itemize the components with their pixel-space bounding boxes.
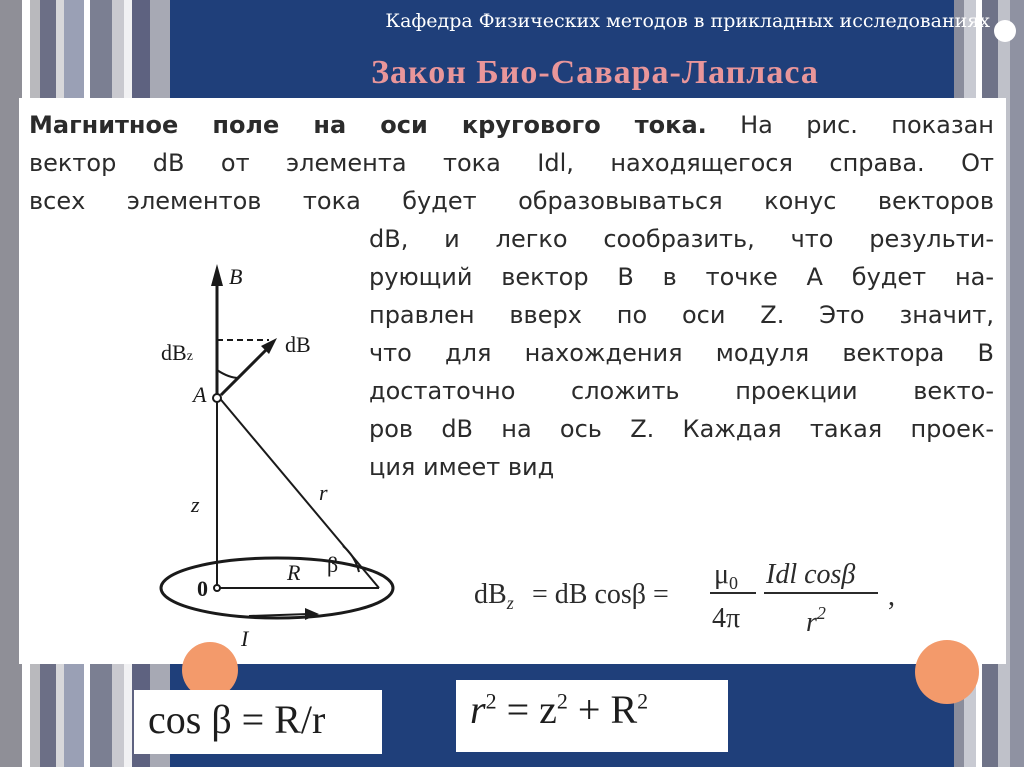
arrow-current-head <box>305 608 319 620</box>
decor-circle-right <box>915 640 979 704</box>
label-r: r <box>319 480 328 505</box>
label-z: z <box>191 492 200 517</box>
content-panel <box>19 98 1006 664</box>
paragraph-line-5: рующий вектор B в точке A будет на- <box>369 263 994 291</box>
paragraph-line-4: dB, и легко сообразить, что результи- <box>369 225 994 253</box>
circular-current-diagram <box>149 250 419 650</box>
label-I: I <box>241 626 249 650</box>
formula-comma: , <box>888 581 895 612</box>
arrow-b-head <box>211 264 223 286</box>
angle-arc-top <box>217 370 239 378</box>
label-a: A <box>193 382 207 407</box>
paragraph-line-10: ция имеет вид <box>369 453 555 481</box>
vector-db-line <box>221 347 269 395</box>
formula-lhs: $dB_z$ <box>474 579 514 613</box>
frac2-numerator: Idl cosβ <box>766 559 856 590</box>
frac1-denominator: 4π <box>712 603 741 634</box>
paragraph-line-3: всех элементов тока будет образовываться конус векторов <box>29 187 994 215</box>
r2-formula: $r^2 = z^2 + R^2$ <box>470 687 649 732</box>
angle-arc-beta <box>343 546 359 572</box>
department-header: Кафедра Физических методов в прикладных исследованиях <box>385 10 990 32</box>
paragraph-line-1 <box>29 106 994 144</box>
frac2-denominator: $r^2$ <box>806 603 826 638</box>
label-db: dB <box>285 332 311 357</box>
paragraph-line-7: что для нахождения модуля вектора B <box>369 339 994 367</box>
slide-title: Закон Био-Савара-Лапласа <box>371 54 819 91</box>
cos-formula-box <box>134 690 382 754</box>
current-direction-line <box>249 614 309 616</box>
label-dbz: dBz <box>161 340 193 365</box>
formula-eq1: = dB cosβ = <box>532 579 669 610</box>
label-R: R <box>287 560 301 585</box>
r2-formula-box <box>456 680 728 752</box>
label-beta: β <box>327 552 339 577</box>
point-a <box>213 394 221 402</box>
point-zero <box>214 585 220 591</box>
cos-formula: cos β = R/r <box>148 697 326 742</box>
decor-circle-top <box>994 20 1016 42</box>
paragraph-line-2: вектор dB от элемента тока Idl, находящегося справа. От <box>29 149 994 177</box>
bold-intro: Магнитное поле на оси кругового тока. <box>29 111 707 139</box>
paragraph-line-6: правлен вверх по оси Z. Это значит, <box>369 301 994 329</box>
projection-formula <box>474 553 944 643</box>
paragraph-line-8: достаточно сложить проекции векто- <box>369 377 994 405</box>
paragraph-line-9: ров dB на ось Z. Каждая такая проек- <box>369 415 994 443</box>
label-b: B <box>229 264 243 289</box>
label-zero: 0 <box>197 576 208 601</box>
line-text: На рис. показан <box>740 111 994 139</box>
frac1-numerator: $\mu_0$ <box>714 559 739 593</box>
